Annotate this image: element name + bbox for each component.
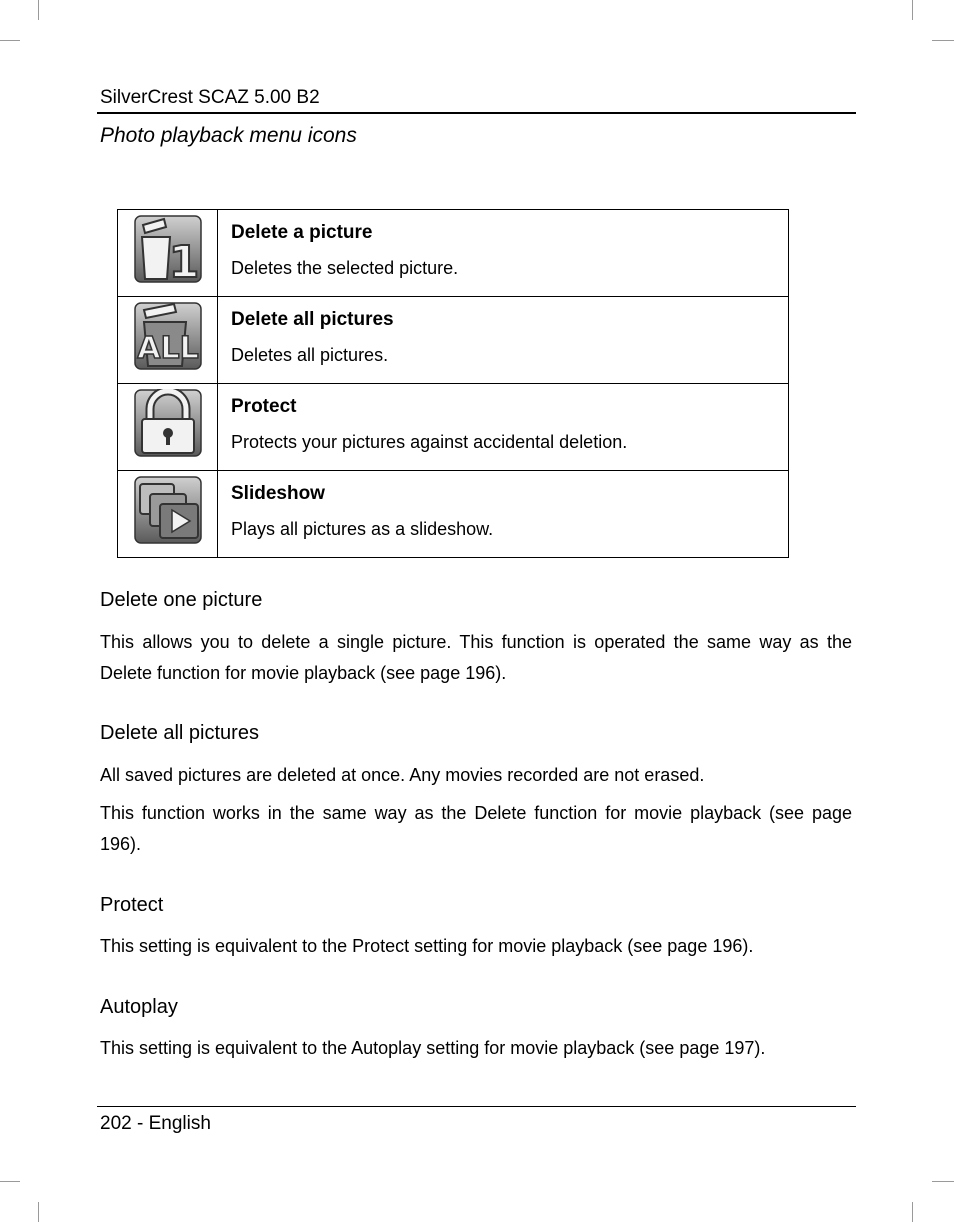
crop-mark: [932, 1181, 954, 1182]
header-title: SilverCrest SCAZ 5.00 B2: [100, 87, 320, 108]
row-description: Deletes all pictures.: [231, 345, 389, 365]
delete-one-number: 1: [168, 237, 199, 283]
crop-mark: [38, 1202, 39, 1222]
table-row: [118, 471, 788, 557]
crop-mark: [38, 0, 39, 20]
delete-one-icon: [134, 215, 202, 283]
section-paragraph: This setting is equivalent to the Protect setting for movie playback (see page 196).: [100, 936, 754, 956]
row-title: Delete all pictures: [231, 309, 394, 330]
table-row: [118, 297, 788, 384]
crop-mark: [932, 40, 954, 41]
slideshow-icon: [134, 476, 202, 544]
description-cell: [218, 297, 788, 383]
crop-mark: [0, 1181, 20, 1182]
crop-mark: [912, 1202, 913, 1222]
icon-table: [117, 209, 789, 558]
section-heading: Protect: [100, 894, 164, 916]
protect-lock-icon: [134, 389, 202, 457]
header-rule: [97, 112, 856, 114]
row-description: Plays all pictures as a slideshow.: [231, 519, 494, 539]
section-paragraph: This allows you to delete a single picture. This function is operated the same way as the Delete function for movie playback (see page 196).: [100, 632, 852, 683]
row-title: Slideshow: [231, 483, 325, 504]
delete-all-icon: [134, 302, 202, 370]
description-cell: [218, 471, 788, 557]
description-cell: [218, 384, 788, 470]
table-row: [118, 210, 788, 297]
section-heading: Delete all pictures: [100, 722, 259, 744]
section-heading: Autoplay: [100, 996, 178, 1018]
row-title: Delete a picture: [231, 222, 373, 243]
description-cell: [218, 210, 788, 296]
icon-cell: [118, 384, 218, 470]
row-description: Protects your pictures against accidental deletion.: [231, 432, 628, 452]
section-heading: Delete one picture: [100, 589, 263, 611]
crop-mark: [912, 0, 913, 20]
crop-mark: [0, 40, 20, 41]
table-row: [118, 384, 788, 471]
section-paragraph: All saved pictures are deleted at once. Any movies recorded are not erased.: [100, 765, 705, 785]
icon-cell: [118, 471, 218, 557]
icon-cell: [118, 297, 218, 383]
page-number: 202 - English: [100, 1113, 211, 1134]
footer-rule: [97, 1106, 856, 1107]
section-caption: Photo playback menu icons: [100, 124, 357, 147]
row-description: Deletes the selected picture.: [231, 258, 459, 278]
section-paragraph: This setting is equivalent to the Autoplay setting for movie playback (see page 197).: [100, 1038, 766, 1058]
delete-all-label: ALL: [136, 331, 199, 366]
section-paragraph: This function works in the same way as the Delete function for movie playback (see page 196).: [100, 803, 852, 854]
icon-cell: [118, 210, 218, 296]
row-title: Protect: [231, 396, 297, 417]
